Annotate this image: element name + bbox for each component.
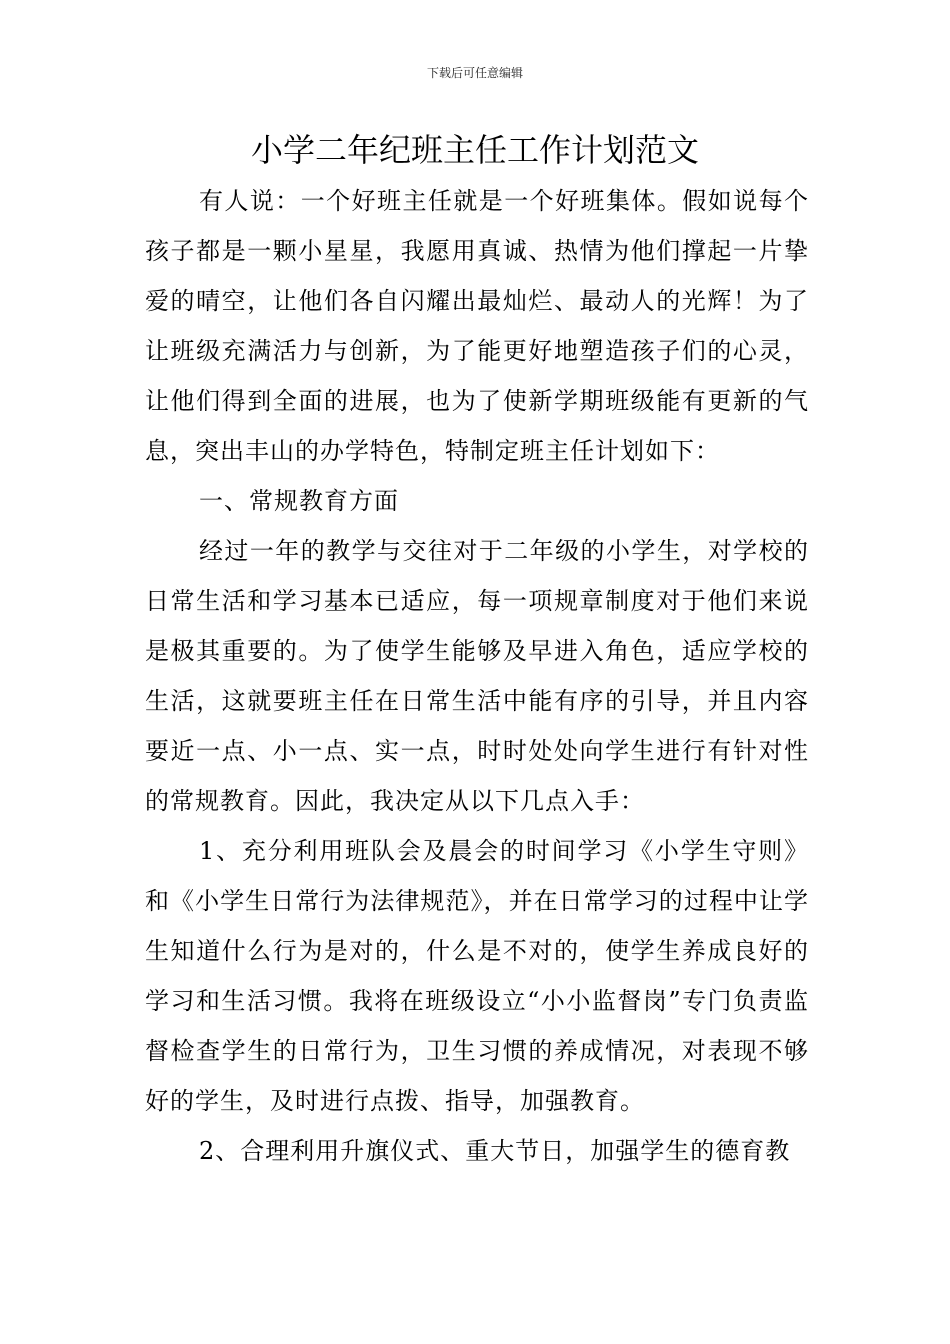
document-title: 小学二年纪班主任工作计划范文: [250, 131, 699, 169]
header-note: 下载后可任意编辑: [426, 66, 523, 80]
paragraph-intro: 有人说：一个好班主任就是一个好班集体。假如说每个孩子都是一颗小星星，我愿用真诚、热情为他们撑起一片挚爱的晴空，让他们各自闪耀出最灿烂、最动人的光辉！为了让班级充满活力与创新，为了能更好地塑造孩子们的心灵，让他们得到全面的进展，也为了使新学期班级能有更新的气息，突出丰山的办学特色，特制定班主任计划如下：: [145, 187, 809, 465]
paragraph-item-1: 1、充分利用班队会及晨会的时间学习《小学生守则》和《小学生日常行为法律规范》，并在日常学习的过程中让学生知道什么行为是对的，什么是不对的，使学生养成良好的学习和生活习惯。我将在班级设立“小小监督岗”专门负责监督检查学生的日常行为，卫生习惯的养成情况，对表现不够好的学生，及时进行点拨、指导，加强教育。: [145, 837, 809, 1115]
document-body: [145, 176, 809, 1176]
paragraph-item-2: 2、合理利用升旗仪式、重大节日，加强学生的德育教: [199, 1137, 791, 1165]
section-heading-routine-education: 一、常规教育方面: [199, 487, 399, 515]
paragraph-routine-education: 经过一年的教学与交往对于二年级的小学生，对学校的日常生活和学习基本已适应，每一项规章制度对于他们来说是极其重要的。为了使学生能够及早进入角色，适应学校的生活，这就要班主任在日常生活中能有序的引导，并且内容要近一点、小一点、实一点，时时处处向学生进行有针对性的常规教育。因此，我决定从以下几点入手：: [145, 537, 809, 815]
